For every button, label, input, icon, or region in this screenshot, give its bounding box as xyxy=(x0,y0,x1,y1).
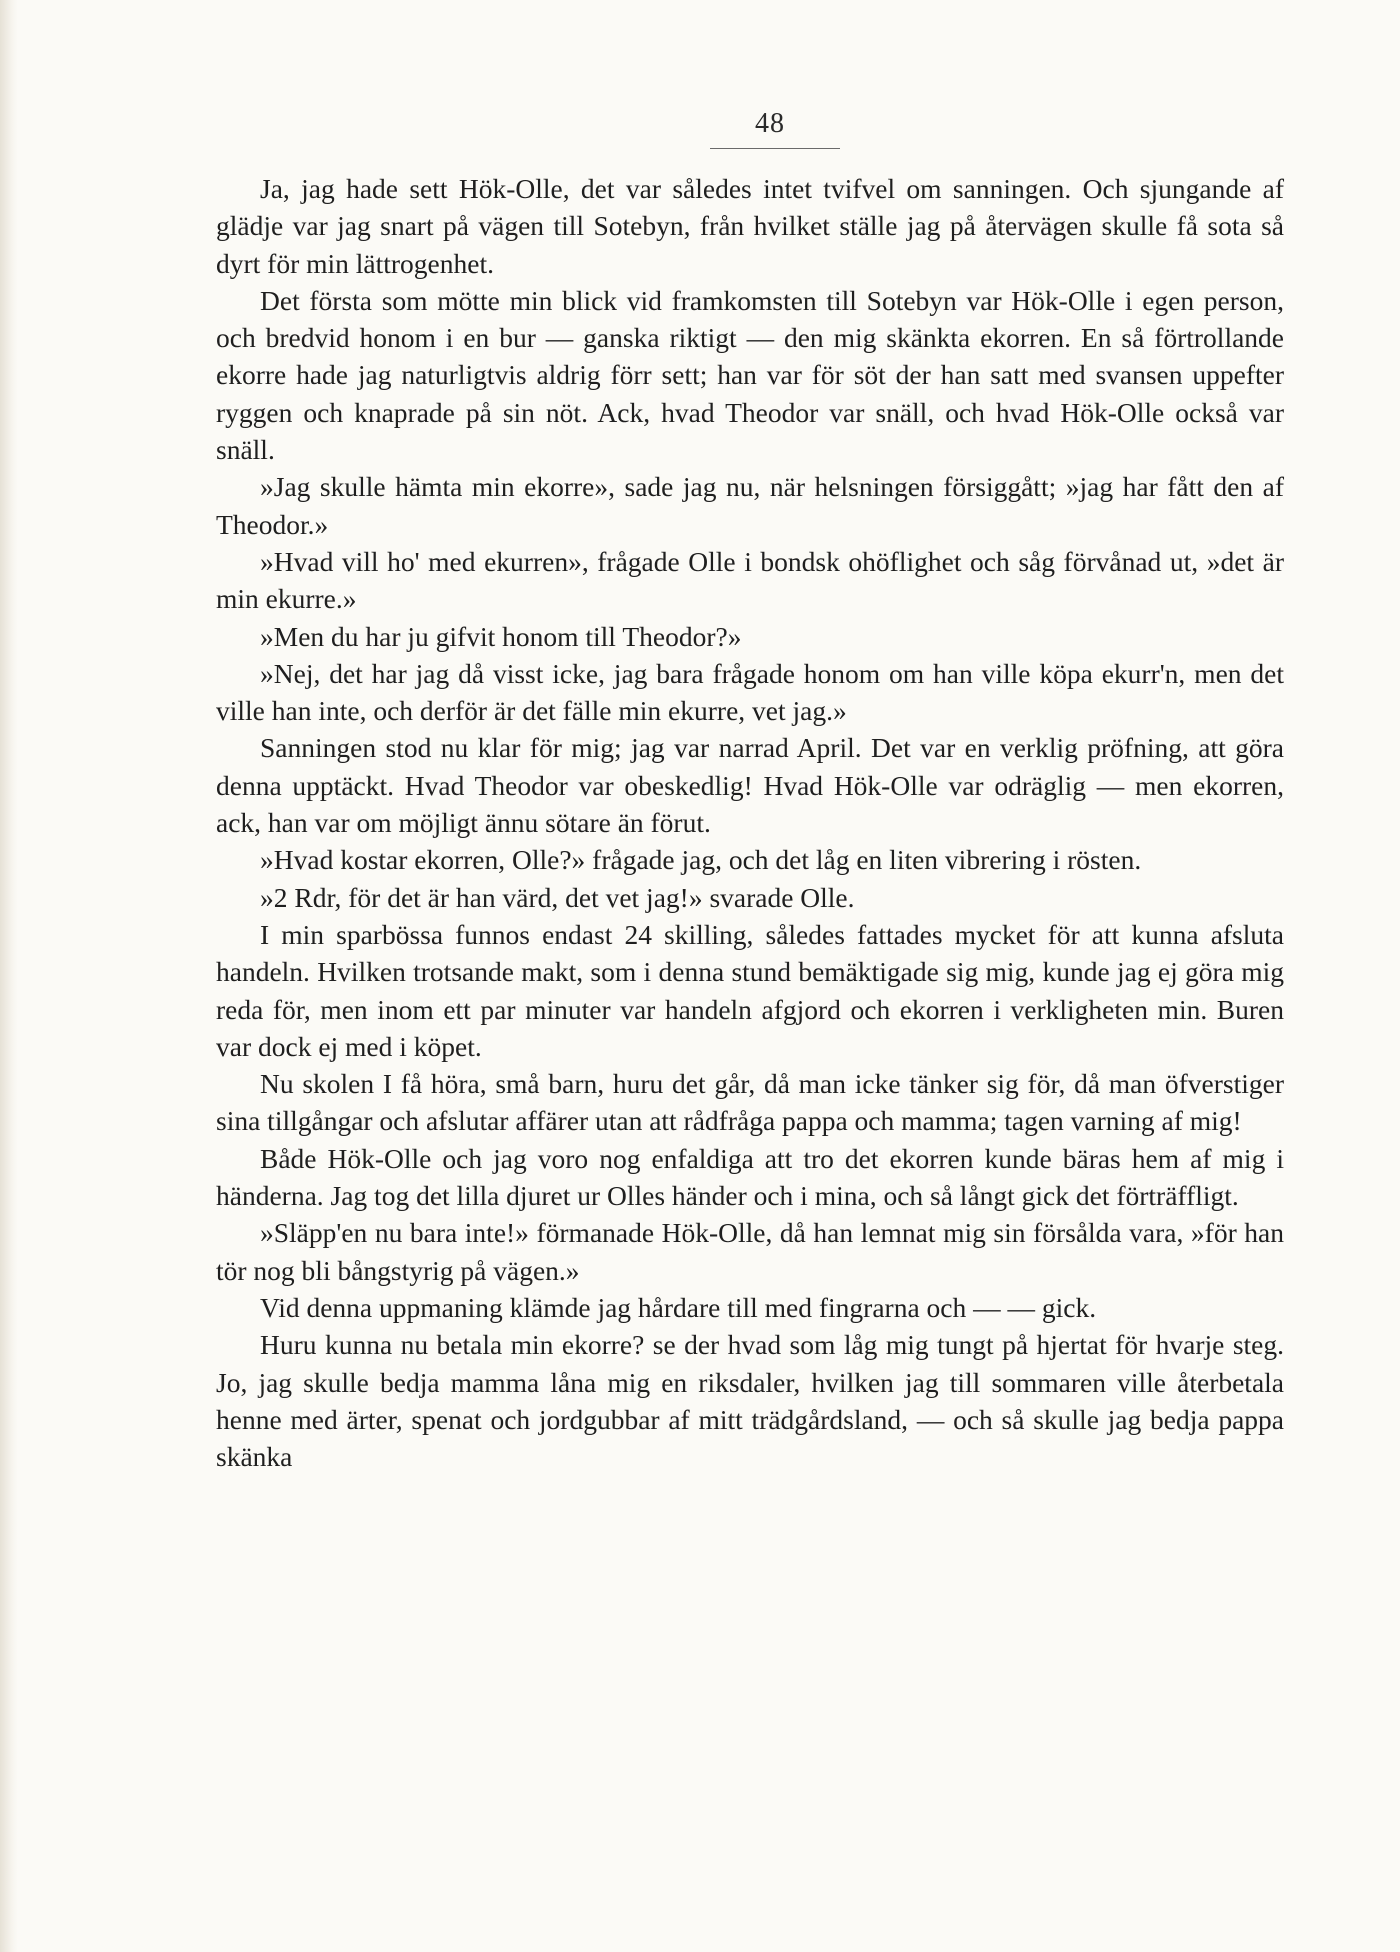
paragraph: Sanningen stod nu klar för mig; jag var narrad April. Det var en verklig pröfning, att göra denna upptäckt. Hvad Theodor var obeskedlig! Hvad Hök-Olle var odräglig — men ekorren, ack, han var om möjligt ännu sötare än förut. xyxy=(216,732,1284,839)
paragraph: Nu skolen I få höra, små barn, huru det går, då man icke tänker sig för, då man öfverstiger sina tillgångar och afslutar affärer utan att rådfråga pappa och mamma; tagen varning af mig! xyxy=(216,1068,1284,1137)
paragraph: I min sparbössa funnos endast 24 skilling, således fattades mycket för att kunna afsluta handeln. Hvilken trotsande makt, som i denna stund bemäktigade sig mig, kunde jag ej göra mig reda för, men inom ett par minuter var handeln afgjord och ekorren i verkligheten min. Buren var dock ej med i köpet. xyxy=(216,918,1284,1062)
page-number-rule xyxy=(710,148,840,149)
paragraph: Vid denna uppmaning klämde jag hårdare till med fingrarna och — — gick. xyxy=(260,1291,1097,1323)
paragraph: Det första som mötte min blick vid framkomsten till Sotebyn var Hök-Olle i egen person, och bredvid honom i en bur — ganska riktigt — den mig skänkta ekorren. En så förtrollande ekorre hade jag naturligtvis aldrig förr sett; han var för söt der han satt med svansen uppefter ryggen och knaprade på sin nöt. Ack, hvad Theodor var snäll, och hvad Hök-Olle också var snäll. xyxy=(216,284,1284,466)
paragraph: Både Hök-Olle och jag voro nog enfaldiga att tro det ekorren kunde bäras hem af mig i händerna. Jag tog det lilla djuret ur Olles händer och i mina, och så långt gick det förträffligt. xyxy=(216,1142,1284,1212)
paragraph: »Släpp'en nu bara inte!» förmanade Hök-Olle, då han lemnat mig sin försålda vara, »för han tör nog bli bångstyrig på vägen.» xyxy=(216,1217,1284,1286)
page-gutter-shadow xyxy=(0,0,18,1952)
paragraph: »Jag skulle hämta min ekorre», sade jag nu, när helsningen försiggått; »jag har fått den af Theodor.» xyxy=(216,471,1284,540)
paragraph: »Men du har ju gifvit honom till Theodor?» xyxy=(260,620,742,652)
paragraph: »2 Rdr, för det är han värd, det vet jag!» svarade Olle. xyxy=(260,881,855,913)
paragraph: Huru kunna nu betala min ekorre? se der hvad som låg mig tungt på hjertat för hvarje steg. Jo, jag skulle bedja mamma låna mig en riksdaler, hvilken jag till sommaren ville återbetala henne med ärter, spenat och jordgubbar af mitt trädgårdsland, — och så skulle jag bedja pappa skänka xyxy=(216,1329,1284,1473)
page-number: 48 xyxy=(755,108,785,139)
paragraph: Ja, jag hade sett Hök-Olle, det var således intet tvifvel om sanningen. Och sjungande af glädje var jag snart på vägen till Sotebyn, från hvilket ställe jag på återvägen skulle få sota så dyrt för min lättrogenhet. xyxy=(216,173,1284,279)
paragraph: »Hvad kostar ekorren, Olle?» frågade jag, och det låg en liten vibrering i rösten. xyxy=(260,844,1142,876)
paragraph: »Nej, det har jag då visst icke, jag bara frågade honom om han ville köpa ekurr'n, men det ville han inte, och derför är det fälle min ekurre, vet jag.» xyxy=(216,657,1284,727)
paragraph: »Hvad vill ho' med ekurren», frågade Olle i bondsk ohöflighet och såg förvånad ut, »det är min ekurre.» xyxy=(216,545,1284,615)
body-text xyxy=(216,170,1284,1475)
